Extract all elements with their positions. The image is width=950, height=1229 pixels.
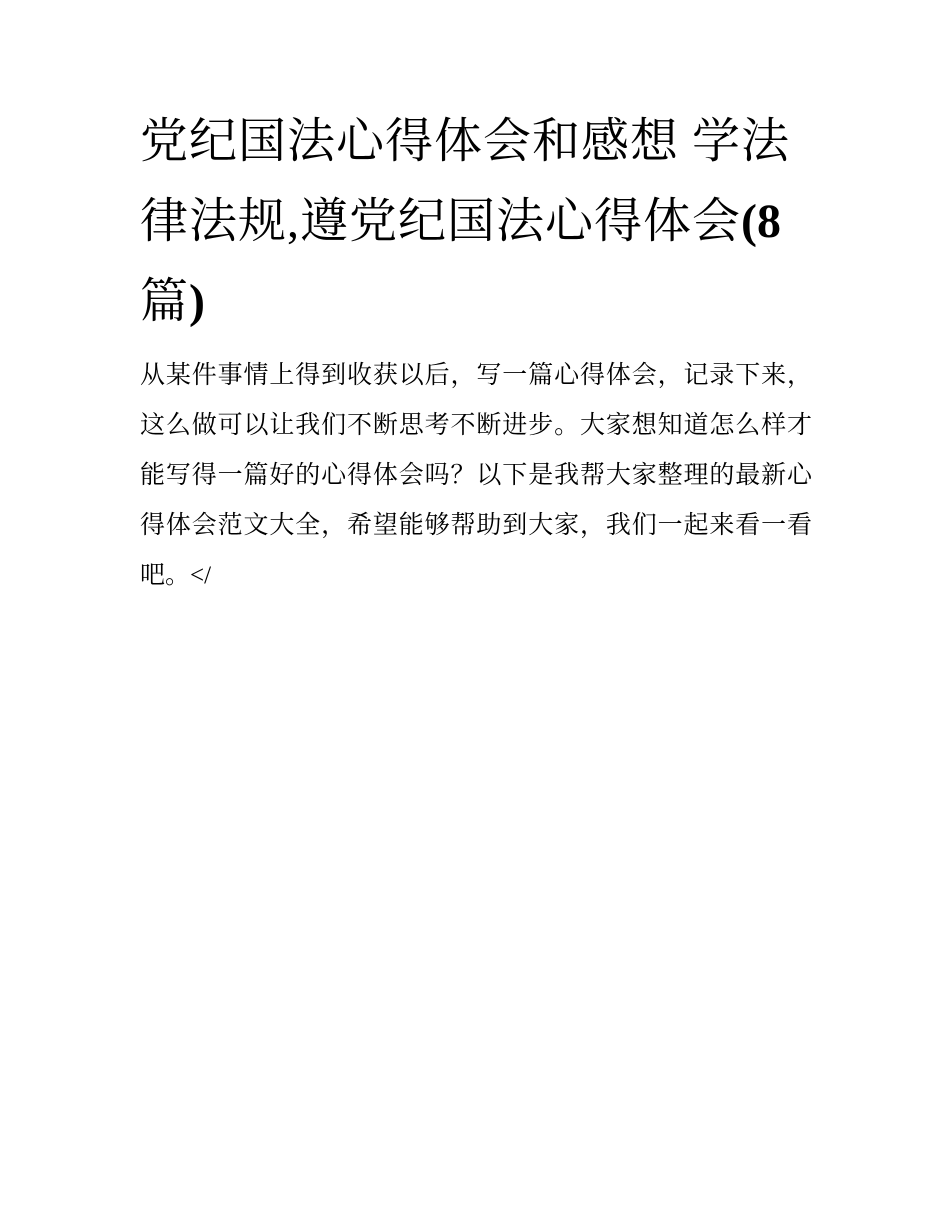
intro-paragraph: 从某件事情上得到收获以后，写一篇心得体会，记录下来，这么做可以让我们不断思考不断进步。大家想知道怎么样才能写得一篇好的心得体会吗？以下是我帮大家整理的最新心得体会范文大全，希望能够帮助到大家，我们一起来看一看吧。</ [140, 362, 812, 589]
title-text-main: 党纪国法心得体会和感想 学法律法规,遵党纪国法心得体会 [140, 115, 791, 248]
title-text-pian: 篇 [140, 275, 190, 328]
title-paren-close: ) [189, 275, 205, 328]
title-paren-open-8: (8 [741, 195, 781, 248]
document-title [140, 102, 812, 342]
